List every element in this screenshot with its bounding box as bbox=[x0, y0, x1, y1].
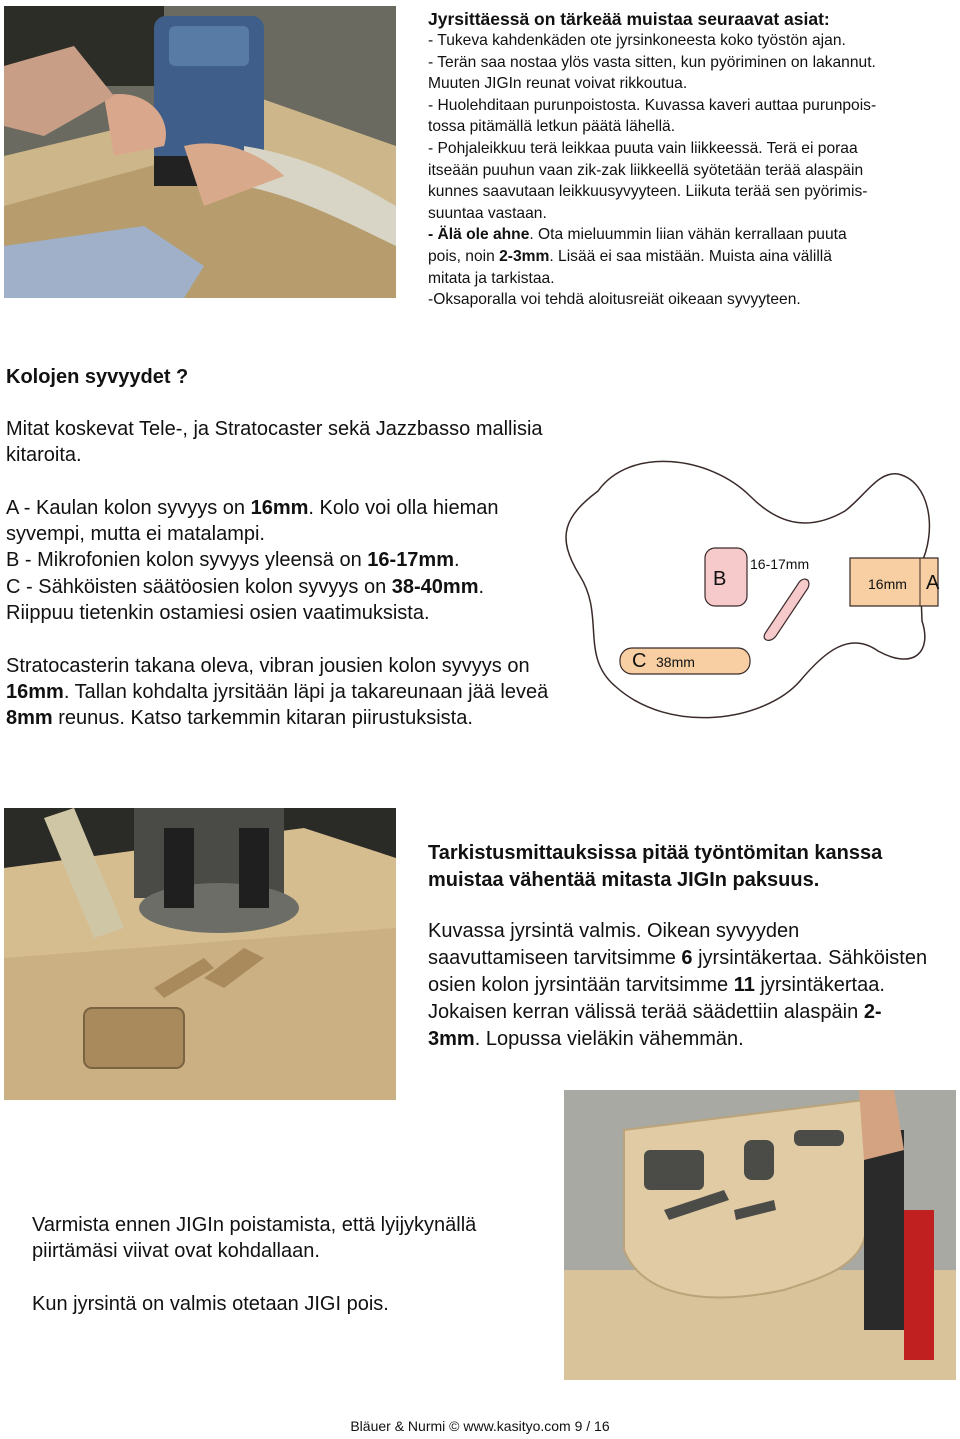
value: 16mm bbox=[6, 681, 64, 704]
jig-routing-photo bbox=[4, 808, 396, 1100]
tip-line: itseään puuhun vaan zik-zak liikkeellä syötetään terää alaspäin bbox=[428, 161, 864, 179]
text: reunus. Katso tarkemmin kitaran piirustuksista. bbox=[52, 707, 473, 730]
tip-line: tossa pitämällä letkun päätä lähellä. bbox=[428, 118, 676, 136]
tip-line bbox=[428, 246, 956, 268]
value: 16mm bbox=[250, 497, 309, 519]
depth-b bbox=[6, 547, 558, 573]
depths-list bbox=[6, 495, 558, 626]
text: - Kaulan kolon syvyys on bbox=[18, 497, 251, 519]
bottom-paragraph-2 bbox=[32, 1291, 552, 1317]
label-b-depth: 16-17mm bbox=[750, 556, 810, 572]
depths-intro bbox=[6, 416, 558, 468]
check-paragraph bbox=[428, 918, 928, 1053]
label-b: B bbox=[713, 568, 727, 590]
value: 6 bbox=[681, 947, 693, 969]
tip-text: . Lisää ei saa mistään. Muista aina välillä bbox=[549, 247, 832, 265]
riippuu-text: Riippuu tietenkin ostamiesi osien vaatimuksista. bbox=[6, 601, 430, 624]
text: . bbox=[454, 549, 460, 572]
value: 2-3mm bbox=[428, 1001, 882, 1050]
label-c: C bbox=[632, 650, 647, 672]
value: 11 bbox=[733, 974, 755, 996]
depth-c bbox=[6, 574, 558, 600]
label-a-depth: 16mm bbox=[868, 576, 907, 592]
tip-line: mitata ja tarkistaa. bbox=[428, 269, 555, 287]
tip-text: pois, noin bbox=[428, 247, 500, 265]
label-a: A bbox=[6, 497, 19, 519]
text: . Lopussa vieläkin vähemmän. bbox=[474, 1028, 744, 1050]
tip-text: . Ota mieluummin liian vähän kerrallaan puuta bbox=[529, 226, 847, 244]
intro-text: Mitat koskevat Tele-, ja Stratocaster sekä Jazzbasso mallisia kitaroita. bbox=[6, 418, 543, 467]
value: 38-40mm bbox=[391, 575, 479, 598]
label-c: C bbox=[6, 575, 21, 598]
strat-paragraph bbox=[6, 653, 558, 732]
value: 8mm bbox=[6, 707, 53, 730]
tip-bold: 2-3mm bbox=[499, 247, 550, 265]
check-bold-text: Tarkistusmittauksissa pitää työntömitan kanssa muistaa vähentää mitasta JIGIn paksuus. bbox=[428, 842, 883, 891]
text: . bbox=[478, 575, 485, 598]
depth-a bbox=[6, 495, 558, 547]
label-a: A bbox=[926, 572, 940, 594]
check-bold bbox=[428, 840, 928, 894]
tip-line bbox=[428, 224, 956, 246]
tip-line: kunnes saavutaan leikkuusyvyyteen. Liikuta terää sen pyörimis- bbox=[428, 183, 868, 201]
text: . Tallan kohdalta jyrsitään läpi ja takareunaan jää leveä bbox=[63, 681, 549, 704]
tip-line: Muuten JIGIn reunat voivat rikkoutua. bbox=[428, 75, 688, 93]
text: . Kolo voi olla hieman syvempi, mutta ei matalampi. bbox=[6, 497, 499, 546]
label-b: B bbox=[6, 549, 20, 572]
routing-tips bbox=[428, 8, 956, 311]
page-footer: Bläuer & Nurmi © www.kasityo.com 9 / 16 bbox=[350, 1418, 610, 1434]
tip-line: - Pohjaleikkuu terä leikkaa puuta vain liikkeessä. Terä ei poraa bbox=[428, 139, 858, 157]
label-c-depth: 38mm bbox=[656, 654, 695, 670]
tips-heading: Jyrsittäessä on tärkeää muistaa seuraavat asiat: bbox=[428, 9, 830, 29]
tip-line: - Tukeva kahdenkäden ote jyrsinkoneesta koko työstön ajan. bbox=[428, 32, 846, 49]
depths-heading: Kolojen syvyydet ? bbox=[6, 366, 189, 388]
text: - Sähköisten säätöosien kolon syvyys on bbox=[20, 575, 392, 598]
tip-line: - Terän saa nostaa ylös vasta sitten, kun pyöriminen on lakannut. bbox=[428, 53, 876, 71]
jig-removed-photo bbox=[564, 1090, 956, 1380]
value: 16-17mm bbox=[367, 549, 454, 572]
guitar-diagram bbox=[560, 436, 956, 746]
text: - Mikrofonien kolon syvyys yleensä on bbox=[19, 549, 368, 572]
bottom-text-2: Kun jyrsintä on valmis otetaan JIGI pois. bbox=[32, 1293, 389, 1315]
tip-line: - Huolehditaan purunpoistosta. Kuvassa kaveri auttaa purunpois- bbox=[428, 96, 877, 114]
bottom-paragraph-1 bbox=[32, 1212, 552, 1264]
text: jyrsintäkertaa. Sähköisten osien kolon jyrsintään tarvitsimme bbox=[428, 947, 928, 996]
router-photo bbox=[4, 6, 396, 298]
tip-line: -Oksaporalla voi tehdä aloitusreiät oikeaan syvyyteen. bbox=[428, 291, 801, 309]
tip-line: suuntaa vastaan. bbox=[428, 204, 547, 222]
tip-bold: - Älä ole ahne bbox=[428, 226, 530, 244]
bottom-text-1: Varmista ennen JIGIn poistamista, että lyijykynällä piirtämäsi viivat ovat kohdallaan. bbox=[32, 1214, 477, 1263]
text: jyrsintäkertaa. Jokaisen kerran välissä terää säädettiin alaspäin bbox=[428, 974, 885, 1023]
text: Kuvassa jyrsintä valmis. Oikean syvyyden saavuttamiseen tarvitsimme bbox=[428, 920, 800, 969]
text: Stratocasterin takana oleva, vibran jousien kolon syvyys on bbox=[6, 655, 530, 677]
